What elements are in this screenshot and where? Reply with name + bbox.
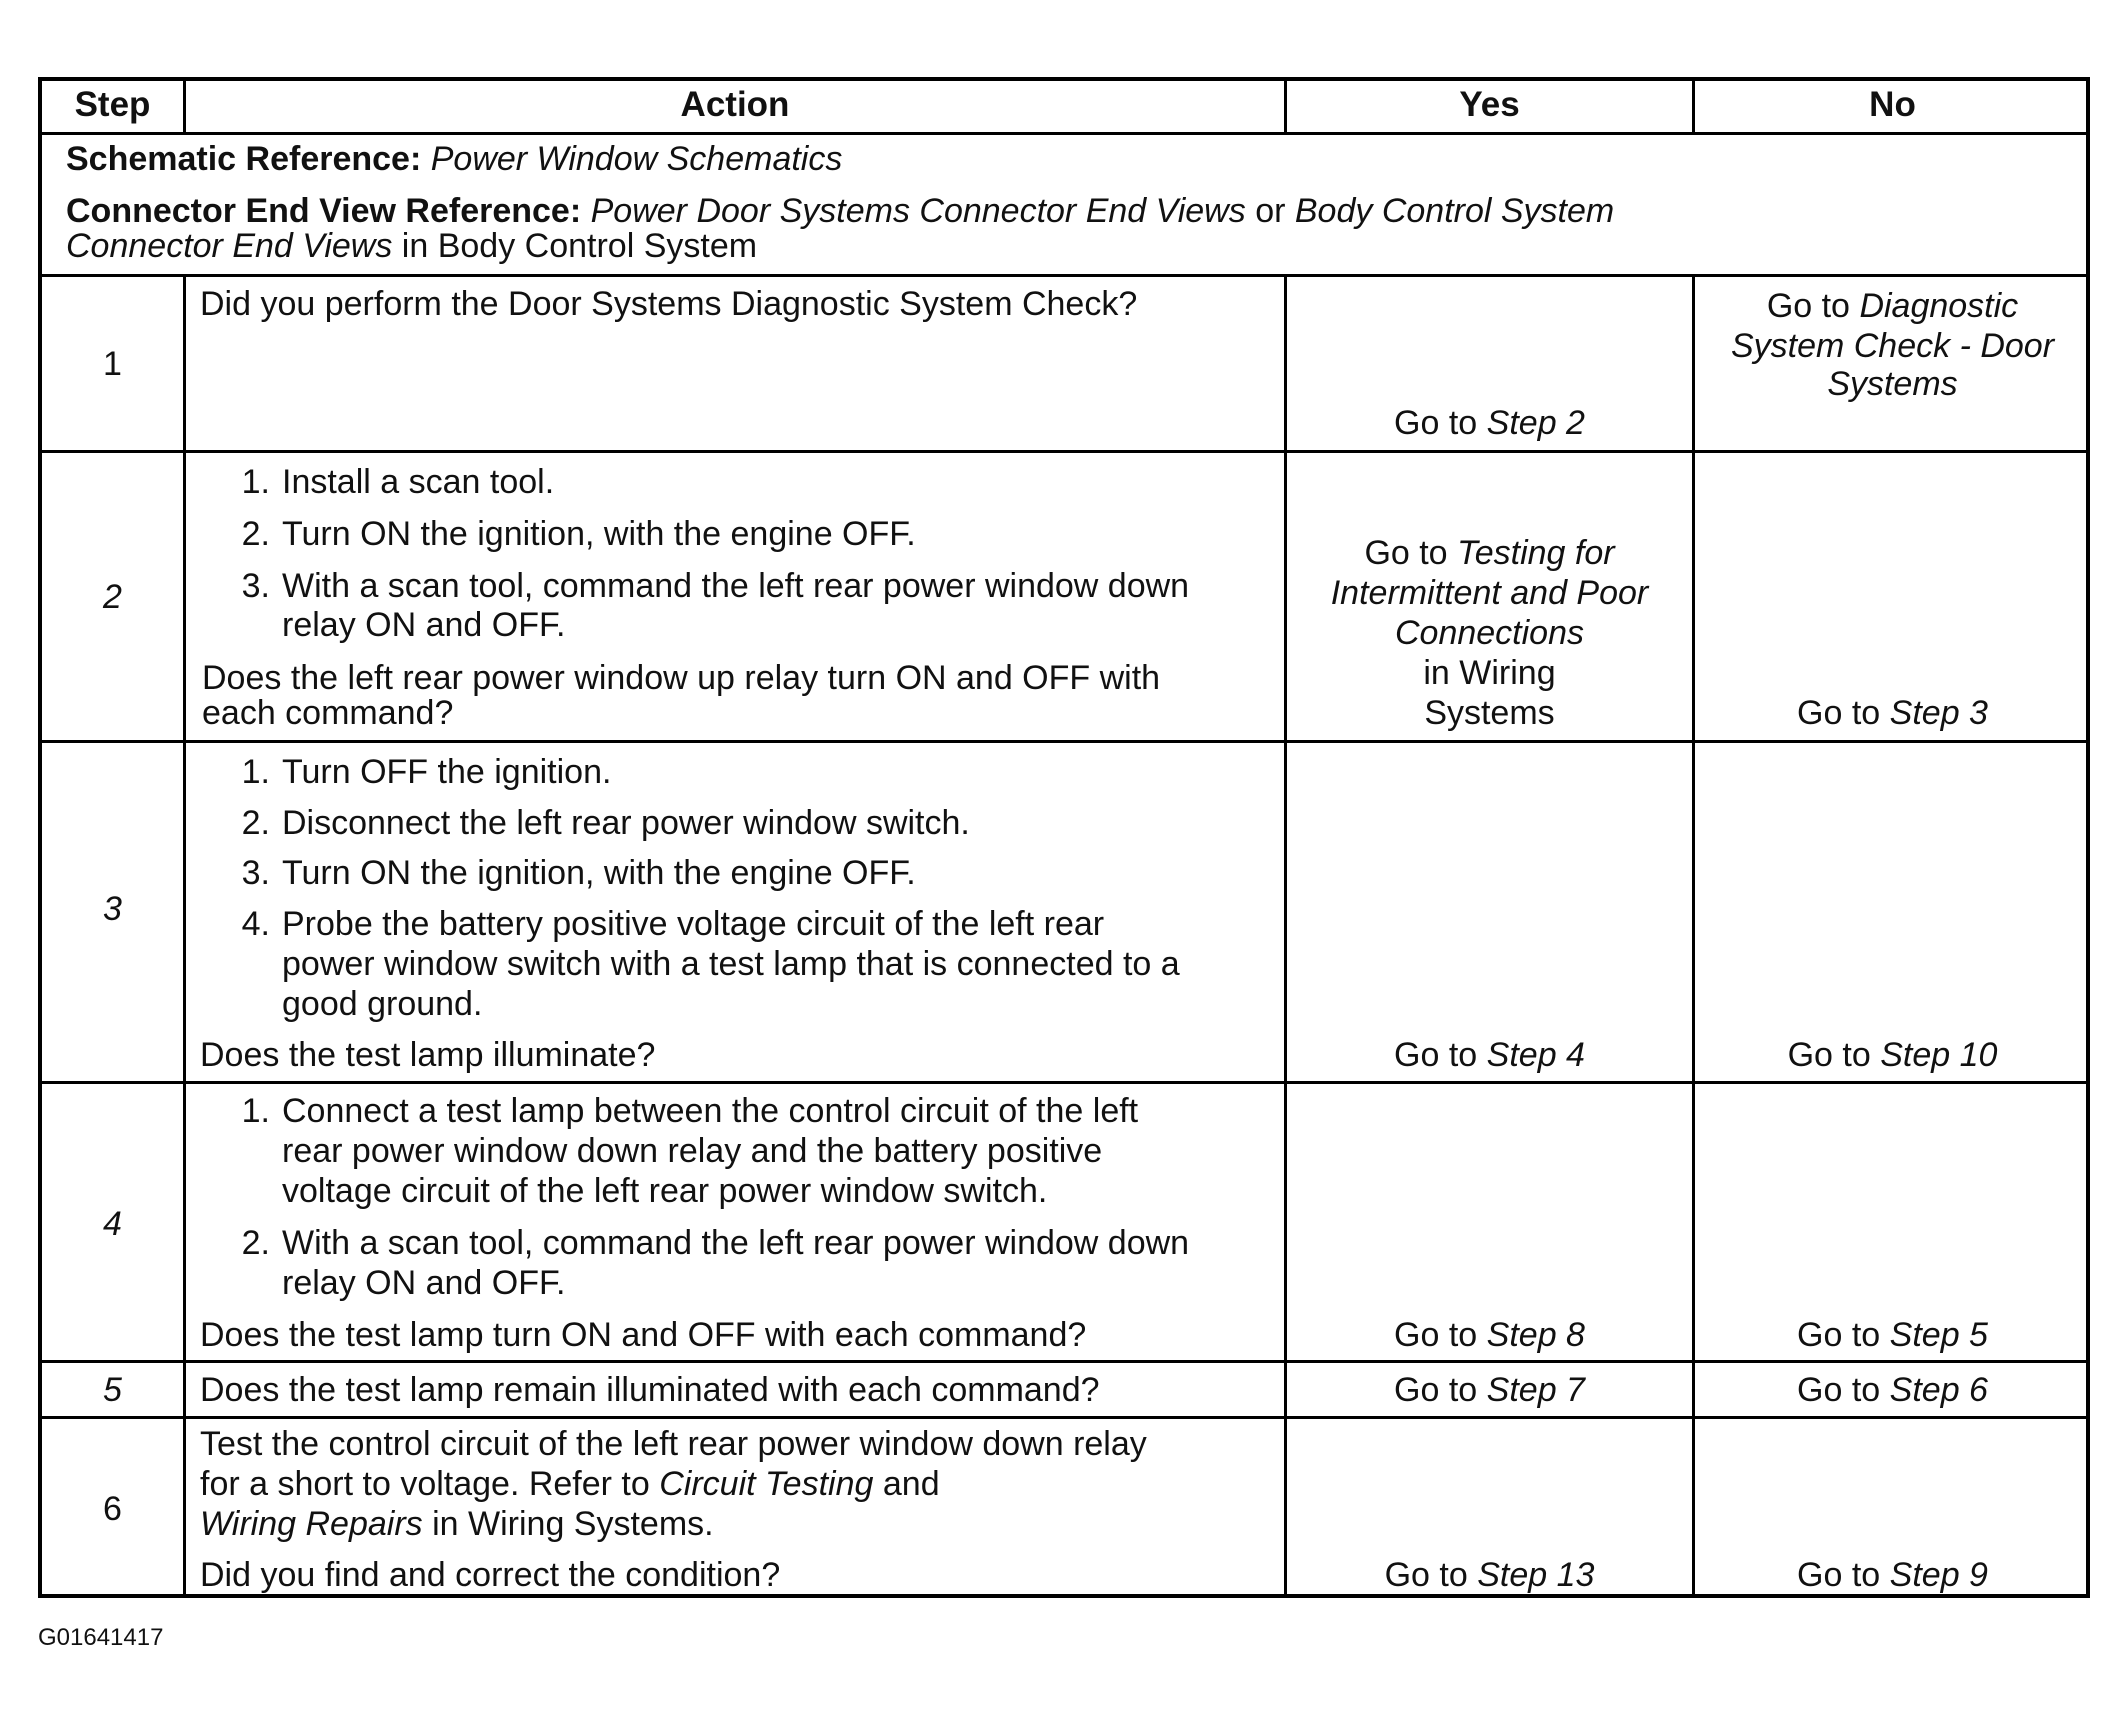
yes-prefix: Go to [1394, 1036, 1478, 1074]
action-question: Does the test lamp remain illuminated with each command? [200, 1371, 1100, 1409]
action-item: Install a scan tool. [282, 463, 555, 501]
connector-or: or [1255, 192, 1286, 230]
no-prefix: Go to [1797, 694, 1881, 732]
header-step: Step [74, 85, 151, 124]
header-no: No [1869, 85, 1916, 124]
action-question: Does the test lamp illuminate? [200, 1036, 656, 1074]
yes-result [1287, 1370, 1692, 1410]
action-text-plain: in Wiring Systems. [432, 1505, 714, 1543]
schematic-label: Schematic Reference: [66, 140, 422, 178]
connector-reference-line-2 [66, 226, 757, 266]
no-link[interactable]: Diagnostic [1859, 287, 2019, 325]
no-result [1695, 1370, 2090, 1410]
action-item-continued: good ground. [282, 985, 483, 1023]
yes-result [1287, 1315, 1692, 1355]
connector-suffix: in Body Control System [401, 227, 758, 265]
action-item: Turn ON the ignition, with the engine OFF. [282, 854, 916, 892]
row-divider [42, 1416, 2086, 1419]
no-prefix: Go to [1766, 287, 1850, 325]
action-question: Did you find and correct the condition? [200, 1556, 781, 1594]
list-number: 3. [241, 854, 270, 892]
no-link[interactable]: Step 10 [1880, 1036, 1998, 1074]
no-result [1695, 693, 2090, 733]
no-result [1695, 1035, 2090, 1075]
yes-prefix: Go to [1384, 1556, 1468, 1594]
action-item-continued: power window switch with a test lamp that is connected to a [282, 945, 1180, 983]
yes-link-line-3[interactable]: Connections [1394, 614, 1584, 652]
row-divider [42, 1081, 2086, 1084]
connector-link-3[interactable]: Connector End Views [66, 227, 393, 265]
action-item: Disconnect the left rear power window switch. [282, 804, 970, 842]
yes-suffix: in Wiring [1423, 654, 1556, 692]
yes-link[interactable]: Step 8 [1486, 1316, 1585, 1354]
list-number: 1. [241, 1092, 270, 1130]
no-prefix: Go to [1797, 1371, 1881, 1409]
list-number: 2. [241, 1224, 270, 1262]
action-item-continued: relay ON and OFF. [282, 606, 566, 644]
action-item: With a scan tool, command the left rear power window down [282, 1224, 1190, 1262]
action-item: Connect a test lamp between the control circuit of the left [282, 1092, 1139, 1130]
schematic-link[interactable]: Power Window Schematics [430, 140, 843, 178]
action-question: Does the left rear power window up relay turn ON and OFF with [202, 659, 1161, 697]
yes-link[interactable]: Step 2 [1486, 404, 1585, 442]
yes-result [1287, 533, 1692, 573]
action-item-continued: voltage circuit of the left rear power window switch. [282, 1172, 1048, 1210]
step-number: 4 [103, 1205, 122, 1243]
action-question: Does the test lamp turn ON and OFF with each command? [200, 1316, 1087, 1354]
no-link[interactable]: Step 3 [1889, 694, 1988, 732]
no-prefix: Go to [1797, 1316, 1881, 1354]
action-text: Test the control circuit of the left rear power window down relay [200, 1425, 1147, 1463]
connector-link-2[interactable]: Body Control System [1294, 192, 1615, 230]
action-text-plain: for a short to voltage. Refer to [200, 1465, 650, 1503]
action-item-continued: relay ON and OFF. [282, 1264, 566, 1302]
no-result [1695, 286, 2090, 326]
yes-prefix: Go to [1364, 534, 1448, 572]
yes-link[interactable]: Testing for [1457, 534, 1615, 572]
list-number: 2. [241, 515, 270, 553]
no-prefix: Go to [1787, 1036, 1871, 1074]
yes-prefix: Go to [1394, 1316, 1478, 1354]
list-number: 3. [241, 567, 270, 605]
connector-label: Connector End View Reference: [66, 192, 582, 230]
list-number: 1. [241, 753, 270, 791]
row-divider [42, 274, 2086, 277]
yes-result [1287, 403, 1692, 443]
yes-link[interactable]: Step 13 [1477, 1556, 1595, 1594]
action-text-line-3 [200, 1504, 714, 1544]
step-number: 5 [103, 1371, 122, 1409]
diagnostic-table [38, 77, 2090, 1598]
action-question: Did you perform the Door Systems Diagnostic System Check? [200, 285, 1138, 323]
action-item: Probe the battery positive voltage circuit of the left rear [282, 905, 1105, 943]
step-number: 2 [103, 578, 122, 616]
no-link[interactable]: Step 5 [1889, 1316, 1988, 1354]
no-link-line-2[interactable]: System Check - Door [1730, 327, 2055, 365]
circuit-testing-link[interactable]: Circuit Testing [659, 1465, 874, 1503]
action-item-continued: rear power window down relay and the battery positive [282, 1132, 1103, 1170]
schematic-reference [66, 139, 842, 179]
step-number: 3 [103, 890, 122, 928]
header-yes: Yes [1459, 85, 1520, 124]
list-number: 4. [241, 905, 270, 943]
list-number: 1. [241, 463, 270, 501]
yes-prefix: Go to [1394, 404, 1478, 442]
list-number: 2. [241, 804, 270, 842]
action-item: With a scan tool, command the left rear power window down [282, 567, 1190, 605]
connector-link-1[interactable]: Power Door Systems Connector End Views [590, 192, 1246, 230]
no-link[interactable]: Step 9 [1889, 1556, 1988, 1594]
step-number: 1 [103, 345, 122, 383]
row-divider [42, 450, 2086, 453]
yes-link[interactable]: Step 4 [1486, 1036, 1585, 1074]
header-divider [42, 132, 2086, 135]
yes-prefix: Go to [1394, 1371, 1478, 1409]
yes-link[interactable]: Step 7 [1486, 1371, 1585, 1409]
yes-link-line-2[interactable]: Intermittent and Poor [1330, 574, 1649, 612]
action-text-line-2 [200, 1464, 940, 1504]
no-link-line-3[interactable]: Systems [1827, 365, 1958, 403]
row-divider [42, 1360, 2086, 1363]
action-text-plain: and [882, 1465, 940, 1503]
header-action: Action [680, 85, 790, 124]
connector-reference [66, 191, 1614, 231]
no-result [1695, 1315, 2090, 1355]
step-number: 6 [103, 1490, 122, 1528]
yes-suffix: Systems [1424, 694, 1555, 732]
col-divider [183, 274, 186, 1594]
figure-id: G01641417 [38, 1624, 164, 1651]
action-item: Turn ON the ignition, with the engine OFF. [282, 515, 916, 553]
wiring-repairs-link[interactable]: Wiring Repairs [200, 1505, 423, 1543]
no-link[interactable]: Step 6 [1889, 1371, 1988, 1409]
row-divider [42, 740, 2086, 743]
yes-result [1287, 1035, 1692, 1075]
action-question-continued: each command? [202, 694, 454, 732]
no-result [1695, 1555, 2090, 1595]
action-item: Turn OFF the ignition. [282, 753, 612, 791]
no-prefix: Go to [1797, 1556, 1881, 1594]
yes-result [1287, 1555, 1692, 1595]
